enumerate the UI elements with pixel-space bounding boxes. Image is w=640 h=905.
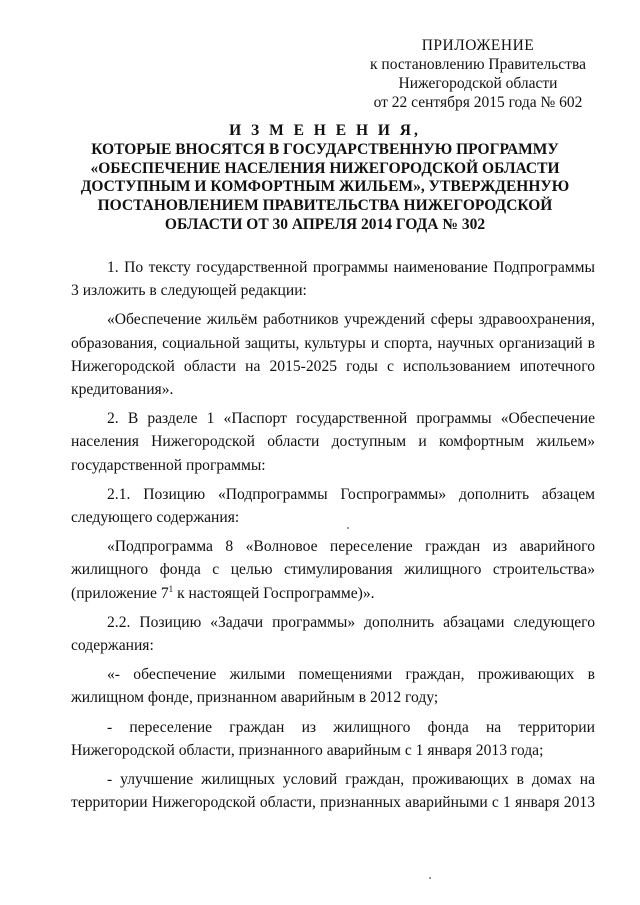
paragraph-4: 2.1. Позицию «Подпрограммы Госпрограммы» дополнить абзацем следующего содержания: [71, 485, 595, 527]
scan-speck [347, 527, 349, 529]
paragraph-5 [71, 535, 595, 605]
paragraph-7: «- обеспечение жилыми помещениями граждан, проживающих в жилищном фонде, признанном аварийным в 2012 году; [71, 666, 595, 707]
paragraph-3: 2. В разделе 1 «Паспорт государственной программы «Обеспечение населения Нижегородской области доступным и комфортным жильем» государственной программы: [71, 410, 595, 474]
appendix-line-region: Нижегородской области [398, 75, 558, 92]
appendix-block [358, 36, 598, 112]
heading-changes: И З М Е Н Е Н И Я, [229, 122, 421, 139]
appendix-title: ПРИЛОЖЕНИЕ [421, 37, 535, 54]
paragraph-1: 1. По тексту государственной программы наименование Подпрограммы 3 изложить в следующей редакции: [71, 259, 595, 300]
appendix-superscript: 1 [168, 583, 174, 594]
scan-speck [429, 877, 431, 879]
document-body [71, 256, 595, 814]
heading-subject: КОТОРЫЕ ВНОСЯТСЯ В ГОСУДАРСТВЕННУЮ ПРОГРАММУ «ОБЕСПЕЧЕНИЕ НАСЕЛЕНИЯ НИЖЕГОРОДСКОЙ ОБЛАСТИ ДОСТУПНЫМ И КОМФОРТНЫМ ЖИЛЬЕМ», УТВЕРЖДЕННУЮ ПОСТАНОВЛЕНИЕМ ПРАВИТЕЛЬСТВА НИЖЕГОРОДСКОЙ ОБЛАСТИ ОТ 30 АПРЕЛЯ 2014 ГОДА № 302 [80, 140, 570, 233]
paragraph-5-text: «Подпрограмма 8 «Волновое переселение граждан из аварийного жилищного фонда с целью стимулирования жилищного строительства» (приложение 7 [71, 538, 595, 602]
appendix-line-decree: к постановлению Правительства [370, 56, 586, 73]
document-heading [60, 122, 590, 235]
appendix-line-date: от 22 сентября 2015 года № 602 [373, 94, 583, 111]
paragraph-6: 2.2. Позицию «Задачи программы» дополнить абзацами следующего содержания: [71, 613, 595, 655]
paragraph-5-tail: к настоящей Госпрограмме)». [173, 584, 375, 602]
paragraph-9: - улучшение жилищных условий граждан, проживающих в домах на территории Нижегородской области, признанных аварийными с 1 января 2013 [71, 771, 595, 812]
paragraph-2: «Обеспечение жильём работников учреждений сферы здравоохранения, образования, социальной защиты, культуры и спорта, научных организаций в Нижегородской области на 2015-2025 годы с использованием ипотечного кредитования». [71, 311, 595, 399]
paragraph-8: - переселение граждан из жилищного фонда на территории Нижегородской области, признанного аварийным с 1 января 2013 года; [71, 718, 595, 759]
